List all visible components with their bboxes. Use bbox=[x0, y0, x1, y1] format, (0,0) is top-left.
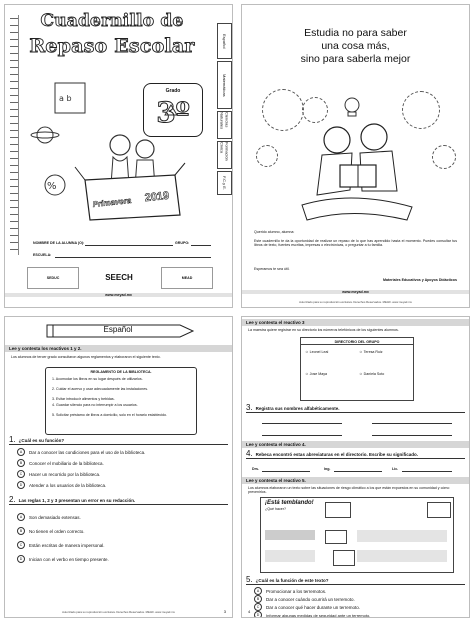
spiral-binding bbox=[10, 15, 19, 255]
contact-3: ☺ Jose Maya bbox=[305, 372, 328, 376]
question-text: Las reglas 1, 2 y 3 presentan un error en su redacción. bbox=[18, 498, 136, 503]
grade-value: 3º bbox=[156, 96, 190, 129]
group-directory bbox=[300, 337, 414, 401]
section5-text: Los alumnos elaboraron un texto sobre las situaciones de riesgo climático a los que están expuestos en su comunidad y cómo prevenirlos. bbox=[248, 486, 450, 495]
box-subtitle: ¿Qué hacer? bbox=[265, 507, 286, 511]
headline-line2: una cosa más, bbox=[321, 40, 390, 52]
question-4 bbox=[246, 449, 465, 459]
tab-ciencias: Ciencias Naturales bbox=[217, 111, 232, 139]
contact-2: ☺ Teresa Ruiz bbox=[359, 350, 383, 354]
option-2b[interactable]: B No tienen el orden correcto. bbox=[17, 527, 85, 535]
tip-graphic bbox=[265, 530, 315, 540]
intro-text: Los alumnos de tercer grado consultaron algunos reglamentos y elaboraron el siguiente texto. bbox=[11, 355, 161, 359]
rule-item: 3. Evitar introducir alimentos y bebidas. bbox=[52, 397, 115, 401]
option-2a[interactable]: A Son demasiado extensas. bbox=[17, 513, 81, 521]
cover-page bbox=[4, 4, 233, 308]
option-2d[interactable]: D Inician con el verbo en tiempo presente. bbox=[17, 555, 109, 563]
option-5b[interactable]: B Dar a conocer cuándo ocurrirá un terremoto. bbox=[254, 595, 355, 603]
cover-title-line2: Repaso Escolar bbox=[29, 35, 195, 57]
page-four bbox=[241, 316, 470, 618]
name-field-line[interactable] bbox=[85, 245, 173, 246]
page-footer: Autorizado para su reproducción exclusiva. Derechos Reservados. MEAD. www.meyad.mx bbox=[62, 610, 175, 614]
page-footer: Autorizado para su reproducción exclusiva. Derechos Reservados. MEAD. www.meyad.mx bbox=[299, 300, 412, 304]
option-1b[interactable]: B Conocer el mobiliario de la biblioteca. bbox=[17, 459, 104, 467]
school-field-label: ESCUELA: bbox=[33, 253, 52, 257]
tab-espanol: Español bbox=[217, 23, 232, 59]
cover-url: www.meyad.mx bbox=[5, 293, 232, 297]
answer-line[interactable] bbox=[372, 435, 452, 436]
headline-line1: Estudia no para saber bbox=[304, 27, 407, 39]
rules-title: REGLAMENTO DE LA BIBLIOTECA. bbox=[90, 370, 152, 374]
page-number: 3 bbox=[223, 609, 226, 614]
abbrev-lic: Lic. bbox=[392, 467, 399, 471]
option-1a[interactable]: A Dar a conocer las condiciones para el uso de la biblioteca. bbox=[17, 448, 145, 456]
question-2 bbox=[9, 495, 228, 505]
intro-page bbox=[241, 4, 470, 308]
abbrev-drs: Drs. bbox=[252, 467, 259, 471]
name-field-label: NOMBRE DE LA ALUMNA (O): bbox=[33, 241, 85, 245]
question-text: ¿Cuál es la función de este texto? bbox=[255, 578, 329, 583]
question-5 bbox=[246, 575, 465, 585]
rule-item: 1. Acomodar los libros en su lugar después de utilizarlos. bbox=[52, 377, 143, 381]
question-text: Registra sus nombres alfabéticamente. bbox=[255, 406, 340, 411]
logo-seech: SEECH bbox=[105, 272, 133, 282]
headline bbox=[252, 27, 459, 66]
section-header-4: Lee y contesta el reactivo 4. bbox=[242, 441, 469, 448]
tab-fcye: F.C.y E. bbox=[217, 171, 232, 195]
rule-item: 2. Cuidar el acervo y usar adecuadamente las instalaciones. bbox=[52, 387, 149, 391]
group-field-line[interactable] bbox=[191, 245, 211, 246]
svg-text:a b: a b bbox=[59, 94, 72, 103]
option-5d[interactable]: D Informar algunas medidas de seguridad ante un terremoto. bbox=[254, 611, 370, 618]
question-number: 3. bbox=[246, 403, 253, 412]
question-number: 5. bbox=[246, 575, 253, 584]
section3-text: La maestra quiere registrar en su directorio los números telefónicos de los siguientes alumnos. bbox=[248, 328, 399, 332]
directory-title: DIRECTORIO DEL GRUPO bbox=[301, 340, 413, 345]
greeting: Querido alumno, alumna: bbox=[254, 230, 295, 234]
answer-line[interactable] bbox=[262, 435, 342, 436]
page-number: 4 bbox=[248, 609, 251, 614]
earthquake-box bbox=[260, 497, 454, 573]
subject-title: Español bbox=[103, 325, 133, 334]
section-header-5: Lee y contesta el reactivo 5. bbox=[242, 477, 469, 484]
exit-icon bbox=[325, 530, 347, 544]
option-1c[interactable]: C Hacer un recorrido por la biblioteca. bbox=[17, 470, 100, 478]
rules-box bbox=[45, 367, 197, 435]
box-title: ¡Está temblando! bbox=[265, 500, 314, 506]
logo-seduc: SEDUC bbox=[27, 267, 79, 289]
option-5c[interactable]: C Dar a conocer qué hacer durante un terremoto. bbox=[254, 603, 360, 611]
question-1 bbox=[9, 435, 228, 445]
question-number: 1. bbox=[9, 435, 16, 444]
question-text: ¿Cuál es su función? bbox=[18, 438, 65, 443]
season-label: Primavera bbox=[92, 196, 132, 209]
answer-line[interactable] bbox=[402, 471, 452, 472]
intro-paragraph: Este cuadernillo te da la oportunidad de realizar un repaso de lo que has aprendido hasta el momento. Puedes consultar tus libros de texto, fuentes escritas, impresas o electrónicas, o preguntar a tu familia. bbox=[254, 239, 457, 248]
option-1d[interactable]: D Atender a los usuarios de la biblioteca. bbox=[17, 481, 106, 489]
section-header-3: Lee y contesta el reactivo 3 bbox=[242, 319, 469, 326]
tip-graphic bbox=[357, 550, 447, 562]
brand-text: Materiales Educativos y Apoyos Didácticos bbox=[383, 278, 457, 282]
section-header-1: Lee y contesta los reactivos 1 y 2. bbox=[5, 345, 232, 352]
rule-item: 4. Guardar silencio para no interrumpir a los usuarios. bbox=[52, 403, 138, 407]
option-5a[interactable]: A Promocionar a los terremotos. bbox=[254, 587, 326, 595]
answer-line[interactable] bbox=[334, 471, 382, 472]
tip-graphic bbox=[265, 550, 315, 562]
earthquake-icon bbox=[325, 502, 351, 518]
contact-1: ☺ Leonel Leal bbox=[305, 350, 329, 354]
grade-label: Grado bbox=[165, 88, 181, 94]
gear-icon bbox=[256, 145, 278, 167]
gear-icon bbox=[432, 145, 456, 169]
contact-4: ☺ Daniela Soto bbox=[359, 372, 385, 376]
cover-title-line1: Cuadernillo de bbox=[40, 11, 184, 31]
option-2c[interactable]: C Están escritas de manera impersonal. bbox=[17, 541, 105, 549]
logo-mead: MEAD bbox=[161, 267, 213, 289]
rule-item: 5. Solicitar préstamo de libros a domicilio, solo en el horario establecido. bbox=[52, 413, 168, 417]
warning-icon bbox=[333, 550, 355, 566]
question-number: 4. bbox=[246, 449, 253, 458]
answer-line[interactable] bbox=[262, 423, 342, 424]
svg-text:%: % bbox=[47, 181, 57, 192]
answer-line[interactable] bbox=[262, 471, 310, 472]
tab-formacion: Formación Cívica bbox=[217, 141, 232, 169]
safety-icon bbox=[427, 502, 451, 518]
question-text: Rebeca encontró estas abreviaturas en el directorio. Escribe su significado. bbox=[255, 452, 418, 457]
school-field-line[interactable] bbox=[55, 257, 211, 258]
group-field-label: GRUPO: bbox=[175, 241, 190, 245]
intro-url: www.meyad.mx bbox=[242, 290, 469, 294]
espanol-page bbox=[4, 316, 233, 618]
reading-kids-illustration bbox=[282, 95, 432, 225]
year-label: 2019 bbox=[144, 189, 170, 205]
abbrev-ing: Ing. bbox=[324, 467, 331, 471]
answer-line[interactable] bbox=[372, 423, 452, 424]
headline-line3: sino para saberla mejor bbox=[300, 53, 411, 65]
wish-text: Esperamos te sea útil. bbox=[254, 267, 290, 271]
question-3 bbox=[246, 403, 465, 413]
tab-matematicas: Matemáticas bbox=[217, 61, 232, 109]
question-number: 2. bbox=[9, 495, 16, 504]
tip-graphic bbox=[357, 530, 447, 542]
